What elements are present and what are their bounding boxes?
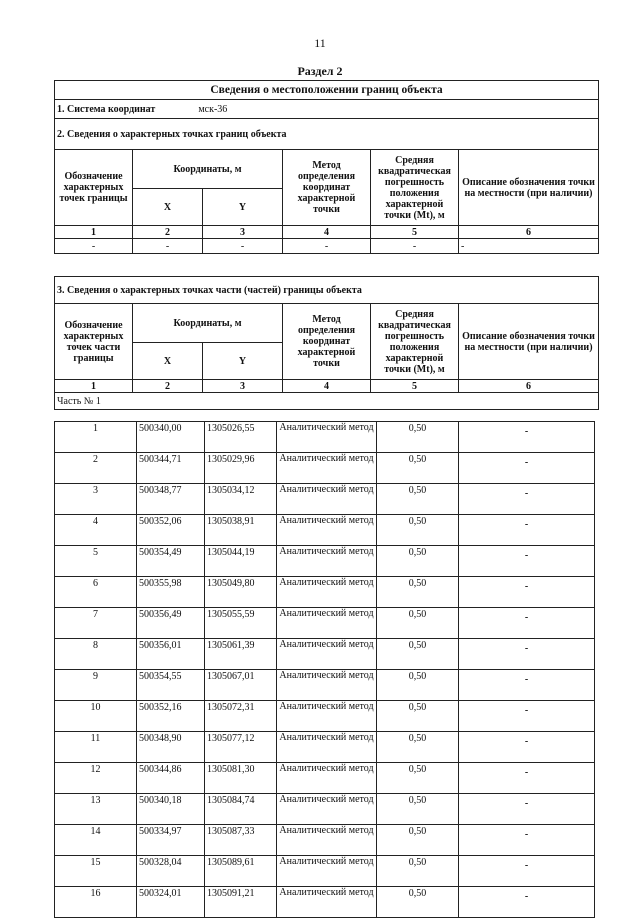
s3-colnum: 4 — [283, 380, 371, 393]
error-cell: 0,50 — [377, 453, 459, 484]
description-cell: - — [459, 856, 595, 887]
s2-cell: - — [283, 239, 371, 254]
method-cell: Аналитический метод — [277, 515, 377, 546]
method-cell: Аналитический метод — [277, 887, 377, 918]
point-number-cell: 12 — [55, 763, 137, 794]
error-cell: 0,50 — [377, 577, 459, 608]
method-cell: Аналитический метод — [277, 856, 377, 887]
point-number-cell: 2 — [55, 453, 137, 484]
error-cell: 0,50 — [377, 515, 459, 546]
section3-title: 3. Сведения о характерных точках части (частей) границы объекта — [55, 277, 599, 304]
point-number-cell: 8 — [55, 639, 137, 670]
s3-colnum: 5 — [371, 380, 459, 393]
description-cell: - — [459, 639, 595, 670]
coord-x-cell: 500354,55 — [137, 670, 205, 701]
coord-y-cell: 1305072,31 — [205, 701, 277, 732]
table-row — [55, 763, 595, 794]
error-cell: 0,50 — [377, 546, 459, 577]
table-row — [55, 670, 595, 701]
description-cell: - — [459, 577, 595, 608]
coord-y-cell: 1305081,30 — [205, 763, 277, 794]
s2-cell: - — [133, 239, 203, 254]
coordinates-table — [54, 421, 595, 918]
coord-system-label: 1. Система координат — [57, 103, 156, 115]
page-number: 11 — [314, 36, 326, 50]
s3-colnum: 3 — [203, 380, 283, 393]
method-cell: Аналитический метод — [277, 577, 377, 608]
error-cell: 0,50 — [377, 608, 459, 639]
description-cell: - — [459, 887, 595, 918]
coord-y-cell: 1305067,01 — [205, 670, 277, 701]
point-number-cell: 14 — [55, 825, 137, 856]
method-cell: Аналитический метод — [277, 701, 377, 732]
coord-x-cell: 500348,77 — [137, 484, 205, 515]
error-cell: 0,50 — [377, 732, 459, 763]
coord-y-cell: 1305077,12 — [205, 732, 277, 763]
description-cell: - — [459, 515, 595, 546]
coord-x-cell: 500340,18 — [137, 794, 205, 825]
s3-header-designation: Обозначение характерных точек части границы — [55, 304, 133, 380]
table-row — [55, 794, 595, 825]
s2-header-coords: Координаты, м — [133, 150, 283, 189]
coord-x-cell: 500324,01 — [137, 887, 205, 918]
s3-header-method: Метод определения координат характерной точки — [283, 304, 371, 380]
s2-colnum: 6 — [459, 226, 599, 239]
s2-colnum: 5 — [371, 226, 459, 239]
s2-header-method: Метод определения координат характерной точки — [283, 150, 371, 226]
table-row — [55, 422, 595, 453]
coord-y-cell: 1305029,96 — [205, 453, 277, 484]
s3-colnum: 6 — [459, 380, 599, 393]
description-cell: - — [459, 794, 595, 825]
s3-header-error: Средняя квадратическая погрешность положения характерной точки (Mt), м — [371, 304, 459, 380]
coord-y-cell: 1305049,80 — [205, 577, 277, 608]
point-number-cell: 6 — [55, 577, 137, 608]
method-cell: Аналитический метод — [277, 670, 377, 701]
table-row — [55, 453, 595, 484]
section-title: Раздел 2 — [297, 64, 343, 78]
point-number-cell: 10 — [55, 701, 137, 732]
method-cell: Аналитический метод — [277, 608, 377, 639]
error-cell: 0,50 — [377, 856, 459, 887]
part-header-table — [54, 276, 599, 410]
table-row — [55, 639, 595, 670]
method-cell: Аналитический метод — [277, 453, 377, 484]
coord-x-cell: 500334,97 — [137, 825, 205, 856]
method-cell: Аналитический метод — [277, 484, 377, 515]
method-cell: Аналитический метод — [277, 794, 377, 825]
coord-y-cell: 1305044,19 — [205, 546, 277, 577]
coord-x-cell: 500344,71 — [137, 453, 205, 484]
coord-y-cell: 1305087,33 — [205, 825, 277, 856]
error-cell: 0,50 — [377, 422, 459, 453]
s2-header-designation: Обозначение характерных точек границы — [55, 150, 133, 226]
error-cell: 0,50 — [377, 763, 459, 794]
point-number-cell: 16 — [55, 887, 137, 918]
s2-header-error: Средняя квадратическая погрешность положения характерной точки (Mt), м — [371, 150, 459, 226]
coord-x-cell: 500328,04 — [137, 856, 205, 887]
boundary-header-table — [54, 80, 599, 254]
coord-x-cell: 500352,16 — [137, 701, 205, 732]
table-row — [55, 546, 595, 577]
s3-header-x: X — [133, 343, 203, 380]
point-number-cell: 5 — [55, 546, 137, 577]
description-cell: - — [459, 732, 595, 763]
table-row — [55, 701, 595, 732]
table-row — [55, 825, 595, 856]
coord-x-cell: 500354,49 — [137, 546, 205, 577]
table-row — [55, 577, 595, 608]
point-number-cell: 1 — [55, 422, 137, 453]
method-cell: Аналитический метод — [277, 763, 377, 794]
s2-header-x: X — [133, 189, 203, 226]
s2-header-y: Y — [203, 189, 283, 226]
description-cell: - — [459, 608, 595, 639]
part-label: Часть № 1 — [55, 393, 599, 410]
point-number-cell: 7 — [55, 608, 137, 639]
method-cell: Аналитический метод — [277, 639, 377, 670]
error-cell: 0,50 — [377, 484, 459, 515]
point-number-cell: 13 — [55, 794, 137, 825]
s2-colnum: 4 — [283, 226, 371, 239]
description-cell: - — [459, 701, 595, 732]
point-number-cell: 4 — [55, 515, 137, 546]
table-row — [55, 608, 595, 639]
point-number-cell: 9 — [55, 670, 137, 701]
coord-x-cell: 500356,01 — [137, 639, 205, 670]
s2-cell: - — [459, 239, 599, 254]
table-row — [55, 484, 595, 515]
description-cell: - — [459, 546, 595, 577]
s2-cell: - — [55, 239, 133, 254]
coord-system-value: мск-36 — [198, 103, 228, 115]
table-row — [55, 515, 595, 546]
s2-cell: - — [203, 239, 283, 254]
s2-colnum: 2 — [133, 226, 203, 239]
coord-y-cell: 1305091,21 — [205, 887, 277, 918]
error-cell: 0,50 — [377, 825, 459, 856]
coord-y-cell: 1305038,91 — [205, 515, 277, 546]
error-cell: 0,50 — [377, 887, 459, 918]
description-cell: - — [459, 670, 595, 701]
method-cell: Аналитический метод — [277, 825, 377, 856]
point-number-cell: 11 — [55, 732, 137, 763]
error-cell: 0,50 — [377, 670, 459, 701]
coord-y-cell: 1305055,59 — [205, 608, 277, 639]
table-row — [55, 856, 595, 887]
coord-y-cell: 1305084,74 — [205, 794, 277, 825]
method-cell: Аналитический метод — [277, 422, 377, 453]
s3-colnum: 2 — [133, 380, 203, 393]
s3-header-description: Описание обозначения точки на местности (при наличии) — [459, 304, 599, 380]
point-number-cell: 15 — [55, 856, 137, 887]
s2-header-description: Описание обозначения точки на местности (при наличии) — [459, 150, 599, 226]
coord-x-cell: 500355,98 — [137, 577, 205, 608]
s2-cell: - — [371, 239, 459, 254]
description-cell: - — [459, 453, 595, 484]
s3-colnum: 1 — [55, 380, 133, 393]
table-row — [55, 887, 595, 918]
description-cell: - — [459, 422, 595, 453]
method-cell: Аналитический метод — [277, 546, 377, 577]
description-cell: - — [459, 763, 595, 794]
main-title: Сведения о местоположении границ объекта — [55, 81, 599, 100]
coord-x-cell: 500340,00 — [137, 422, 205, 453]
point-number-cell: 3 — [55, 484, 137, 515]
coord-x-cell: 500356,49 — [137, 608, 205, 639]
coord-y-cell: 1305026,55 — [205, 422, 277, 453]
s3-header-y: Y — [203, 343, 283, 380]
section2-title: 2. Сведения о характерных точках границ объекта — [55, 119, 599, 150]
description-cell: - — [459, 484, 595, 515]
s2-colnum: 1 — [55, 226, 133, 239]
coord-x-cell: 500352,06 — [137, 515, 205, 546]
coord-y-cell: 1305089,61 — [205, 856, 277, 887]
coord-y-cell: 1305061,39 — [205, 639, 277, 670]
method-cell: Аналитический метод — [277, 732, 377, 763]
coord-y-cell: 1305034,12 — [205, 484, 277, 515]
error-cell: 0,50 — [377, 794, 459, 825]
coord-x-cell: 500348,90 — [137, 732, 205, 763]
s3-header-coords: Координаты, м — [133, 304, 283, 343]
error-cell: 0,50 — [377, 701, 459, 732]
coord-x-cell: 500344,86 — [137, 763, 205, 794]
description-cell: - — [459, 825, 595, 856]
coord-system-row — [55, 100, 599, 119]
s2-colnum: 3 — [203, 226, 283, 239]
error-cell: 0,50 — [377, 639, 459, 670]
table-row — [55, 732, 595, 763]
